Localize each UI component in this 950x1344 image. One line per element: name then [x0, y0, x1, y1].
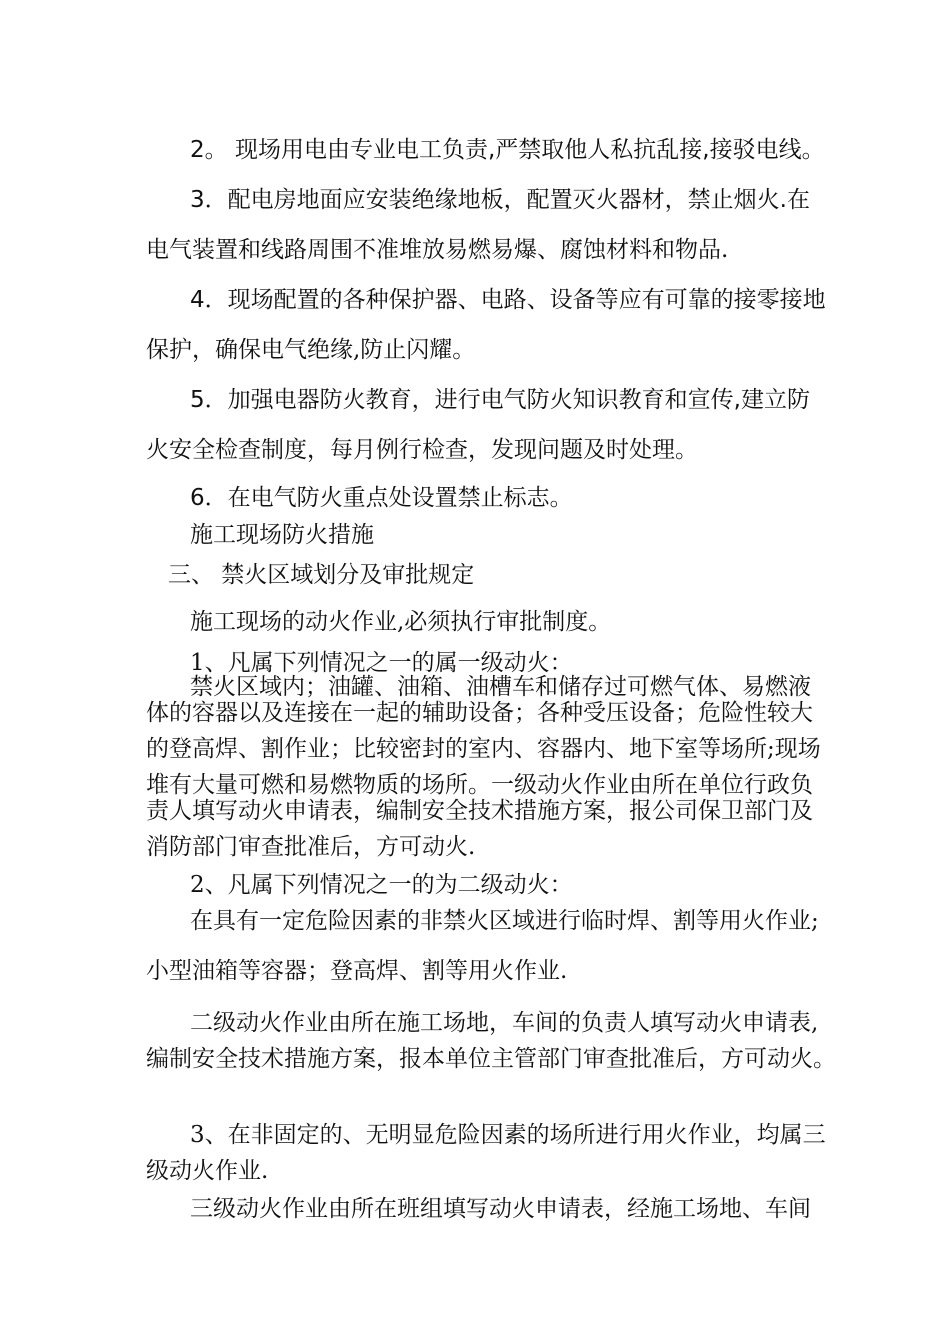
level-1-text-line-2: 体的容器以及连接在一起的辅助设备；各种受压设备；危险性较大	[146, 700, 813, 726]
level-3-text-line-1: 3、在非固定的、无明显危险因素的场所进行用火作业，均属三	[190, 1122, 826, 1148]
rule-2-line: 2。 现场用电由专业电工负责,严禁取他人私抗乱接,接驳电线。	[190, 137, 825, 163]
level-1-text-line-3: 的登高焊、割作业；比较密封的室内、容器内、地下室等场所;现场	[146, 736, 821, 762]
level-1-text-line-5: 责人填写动火申请表，编制安全技术措施方案，报公司保卫部门及	[146, 798, 813, 824]
section-heading-fire-measures: 施工现场防火措施	[190, 522, 374, 548]
section-heading-zones: 三、 禁火区域划分及审批规定	[168, 562, 475, 588]
approval-intro: 施工现场的动火作业,必须执行审批制度。	[190, 609, 612, 635]
level-2-approval-line-2: 编制安全技术措施方案，报本单位主管部门审查批准后，方可动火。	[146, 1046, 836, 1072]
level-2-approval-line-1: 二级动火作业由所在施工场地，车间的负责人填写动火申请表,	[190, 1010, 819, 1036]
level-3-text-line-2: 级动火作业.	[146, 1158, 269, 1184]
rule-5-line-2: 火安全检查制度，每月例行检查，发现问题及时处理。	[146, 437, 698, 463]
rule-5-line-1: 5．加强电器防火教育，进行电气防火知识教育和宣传,建立防	[190, 387, 810, 413]
level-2-heading: 2、凡属下列情况之一的为二级动火：	[190, 872, 573, 898]
level-1-text-line-1: 禁火区域内；油罐、油箱、油槽车和储存过可燃气体、易燃液	[190, 674, 811, 700]
level-1-text-line-6: 消防部门审查批准后，方可动火.	[146, 834, 476, 860]
level-3-approval-line-1: 三级动火作业由所在班组填写动火申请表，经施工场地、车间	[190, 1196, 811, 1222]
rule-3-line-1: 3．配电房地面应安装绝缘地板，配置灭火器材，禁止烟火.在	[190, 187, 810, 213]
level-2-text-line-1: 在具有一定危险因素的非禁火区域进行临时焊、割等用火作业;	[190, 908, 819, 934]
rule-4-line-1: 4．现场配置的各种保护器、电路、设备等应有可靠的接零接地	[190, 287, 826, 313]
rule-3-line-2: 电气装置和线路周围不准堆放易燃易爆、腐蚀材料和物品.	[146, 237, 729, 263]
level-1-heading: 1、凡属下列情况之一的属一级动火：	[190, 650, 573, 676]
rule-6-line: 6．在电气防火重点处设置禁止标志。	[190, 485, 573, 511]
level-1-text-line-4: 堆有大量可燃和易燃物质的场所。一级动火作业由所在单位行政负	[146, 772, 813, 798]
level-2-text-line-2: 小型油箱等容器；登高焊、割等用火作业.	[146, 958, 568, 984]
rule-4-line-2: 保护，确保电气绝缘,防止闪耀。	[146, 337, 476, 363]
